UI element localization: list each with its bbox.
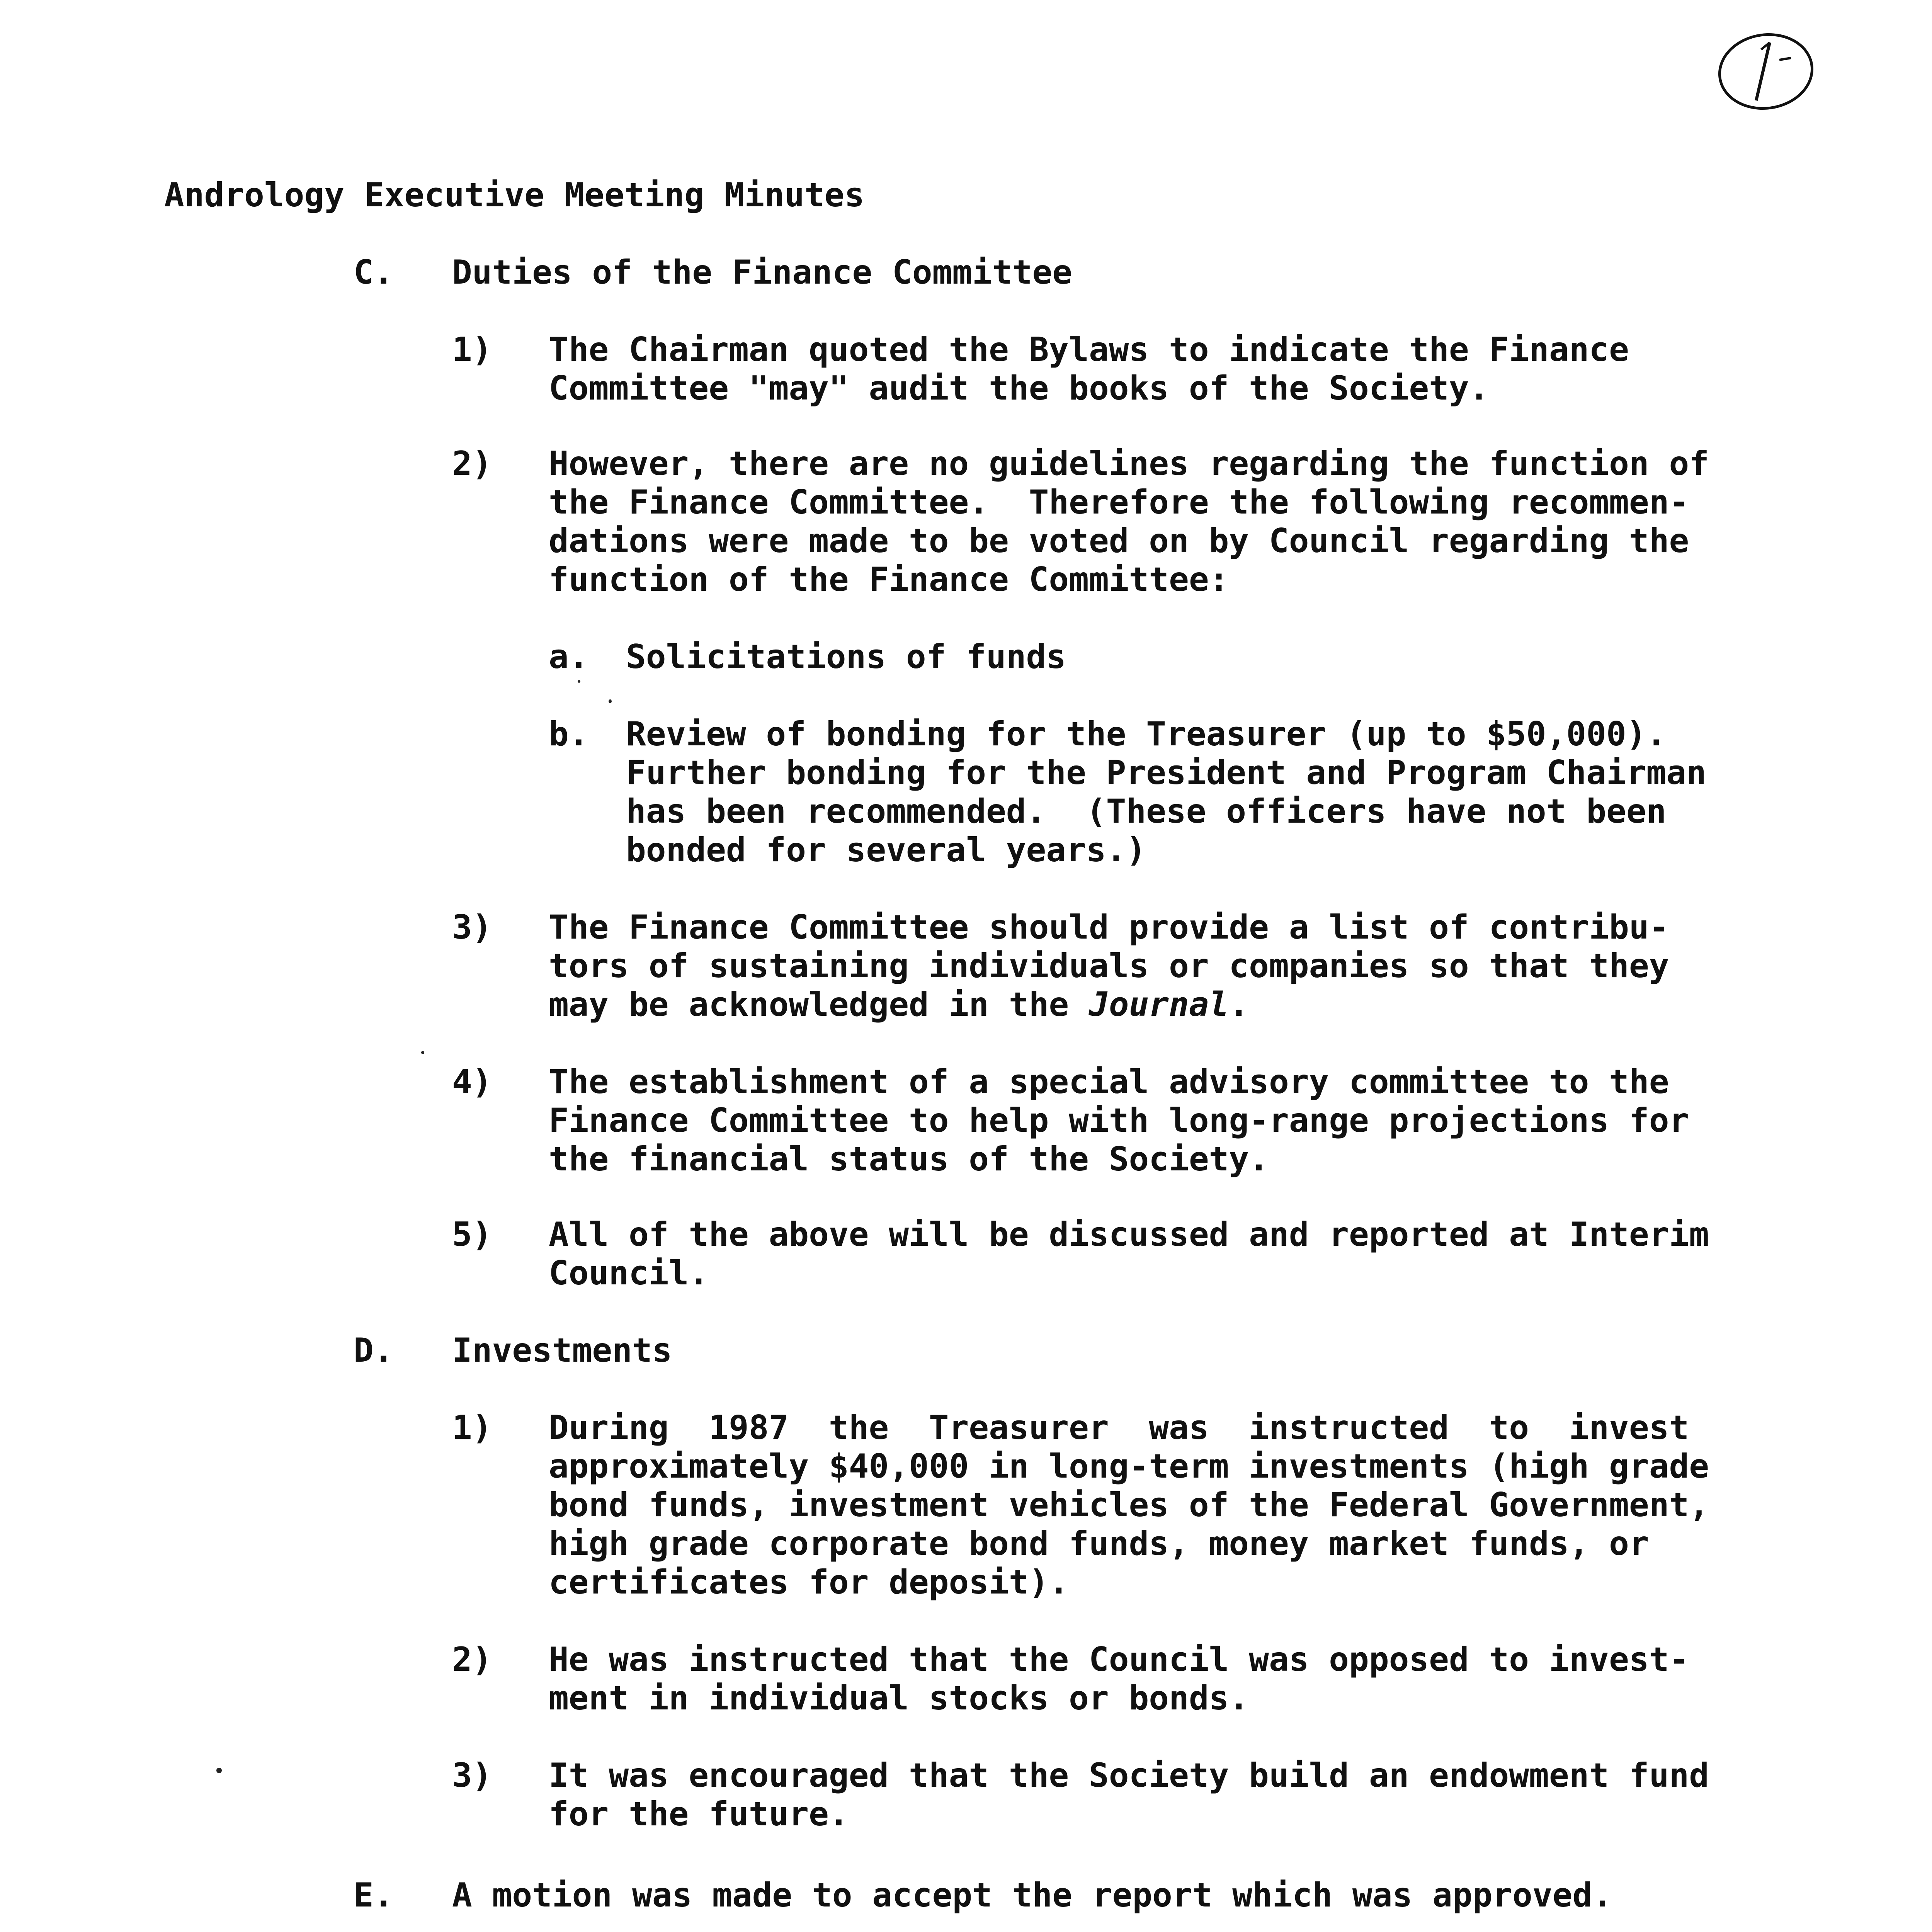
section-d-marker: D. bbox=[354, 1331, 394, 1370]
document-title: Andrology Executive Meeting Minutes bbox=[164, 176, 865, 214]
c-item-4-number: 4) bbox=[452, 1063, 492, 1101]
d-item-1-number: 1) bbox=[452, 1408, 492, 1447]
scan-speck bbox=[609, 699, 612, 703]
c-item-5-number: 5) bbox=[452, 1215, 492, 1254]
d-item-3-number: 3) bbox=[452, 1756, 492, 1795]
section-d-title: Investments bbox=[452, 1331, 672, 1370]
c-item-3-number: 3) bbox=[452, 908, 492, 947]
d-item-2-number: 2) bbox=[452, 1640, 492, 1679]
scan-speck bbox=[216, 1768, 222, 1773]
c-item-1-text: The Chairman quoted the Bylaws to indicate the Finance Committee "may" audit the books of the Society. bbox=[549, 330, 1629, 408]
journal-title: Journal bbox=[1088, 985, 1229, 1024]
c-item-1-number: 1) bbox=[452, 330, 492, 369]
c-item-4-text: The establishment of a special advisory committee to the Finance Committee to help with long-range projections for the financial status of the Society. bbox=[549, 1063, 1689, 1179]
c-item-2-text: However, there are no guidelines regarding the function of the Finance Committee. Therefore the following recommen- dations were made to be voted on by Council regarding the function of the Finance Committee: bbox=[549, 444, 1709, 599]
section-e-marker: E. bbox=[354, 1876, 394, 1915]
scan-speck bbox=[421, 1051, 424, 1054]
handwritten-circled-mark bbox=[1712, 23, 1824, 116]
c-item-a-text: Solicitations of funds bbox=[626, 638, 1066, 676]
section-e-text: A motion was made to accept the report which was approved. bbox=[452, 1876, 1613, 1915]
c-item-5-text: All of the above will be discussed and reported at Interim Council. bbox=[549, 1215, 1709, 1293]
d-item-3-text: It was encouraged that the Society build an endowment fund for the future. bbox=[549, 1756, 1709, 1833]
section-c-title: Duties of the Finance Committee bbox=[452, 253, 1073, 292]
c-item-b-text: Review of bonding for the Treasurer (up to $50,000). Further bonding for the President and Program Chairman has been recommended. (These officers have not been bonded for several years.) bbox=[626, 715, 1706, 869]
section-c-marker: C. bbox=[354, 253, 394, 292]
c-item-a-letter: a. bbox=[549, 638, 589, 676]
c-item-3-text: The Finance Committee should provide a list of contribu- tors of sustaining individuals or companies so that they may be acknowledged in the Journal. bbox=[549, 908, 1669, 1024]
c-item-b-letter: b. bbox=[549, 715, 589, 753]
d-item-2-text: He was instructed that the Council was opposed to invest- ment in individual stocks or bonds. bbox=[549, 1640, 1689, 1718]
c-item-2-number: 2) bbox=[452, 444, 492, 483]
d-item-1-text: During 1987 the Treasurer was instructed to invest approximately $40,000 in long-term investments (high grade bond funds, investment vehicles of the Federal Government, high grade corporate bond funds, money market funds, or certificates for deposit). bbox=[549, 1408, 1709, 1602]
scan-speck bbox=[578, 680, 580, 683]
